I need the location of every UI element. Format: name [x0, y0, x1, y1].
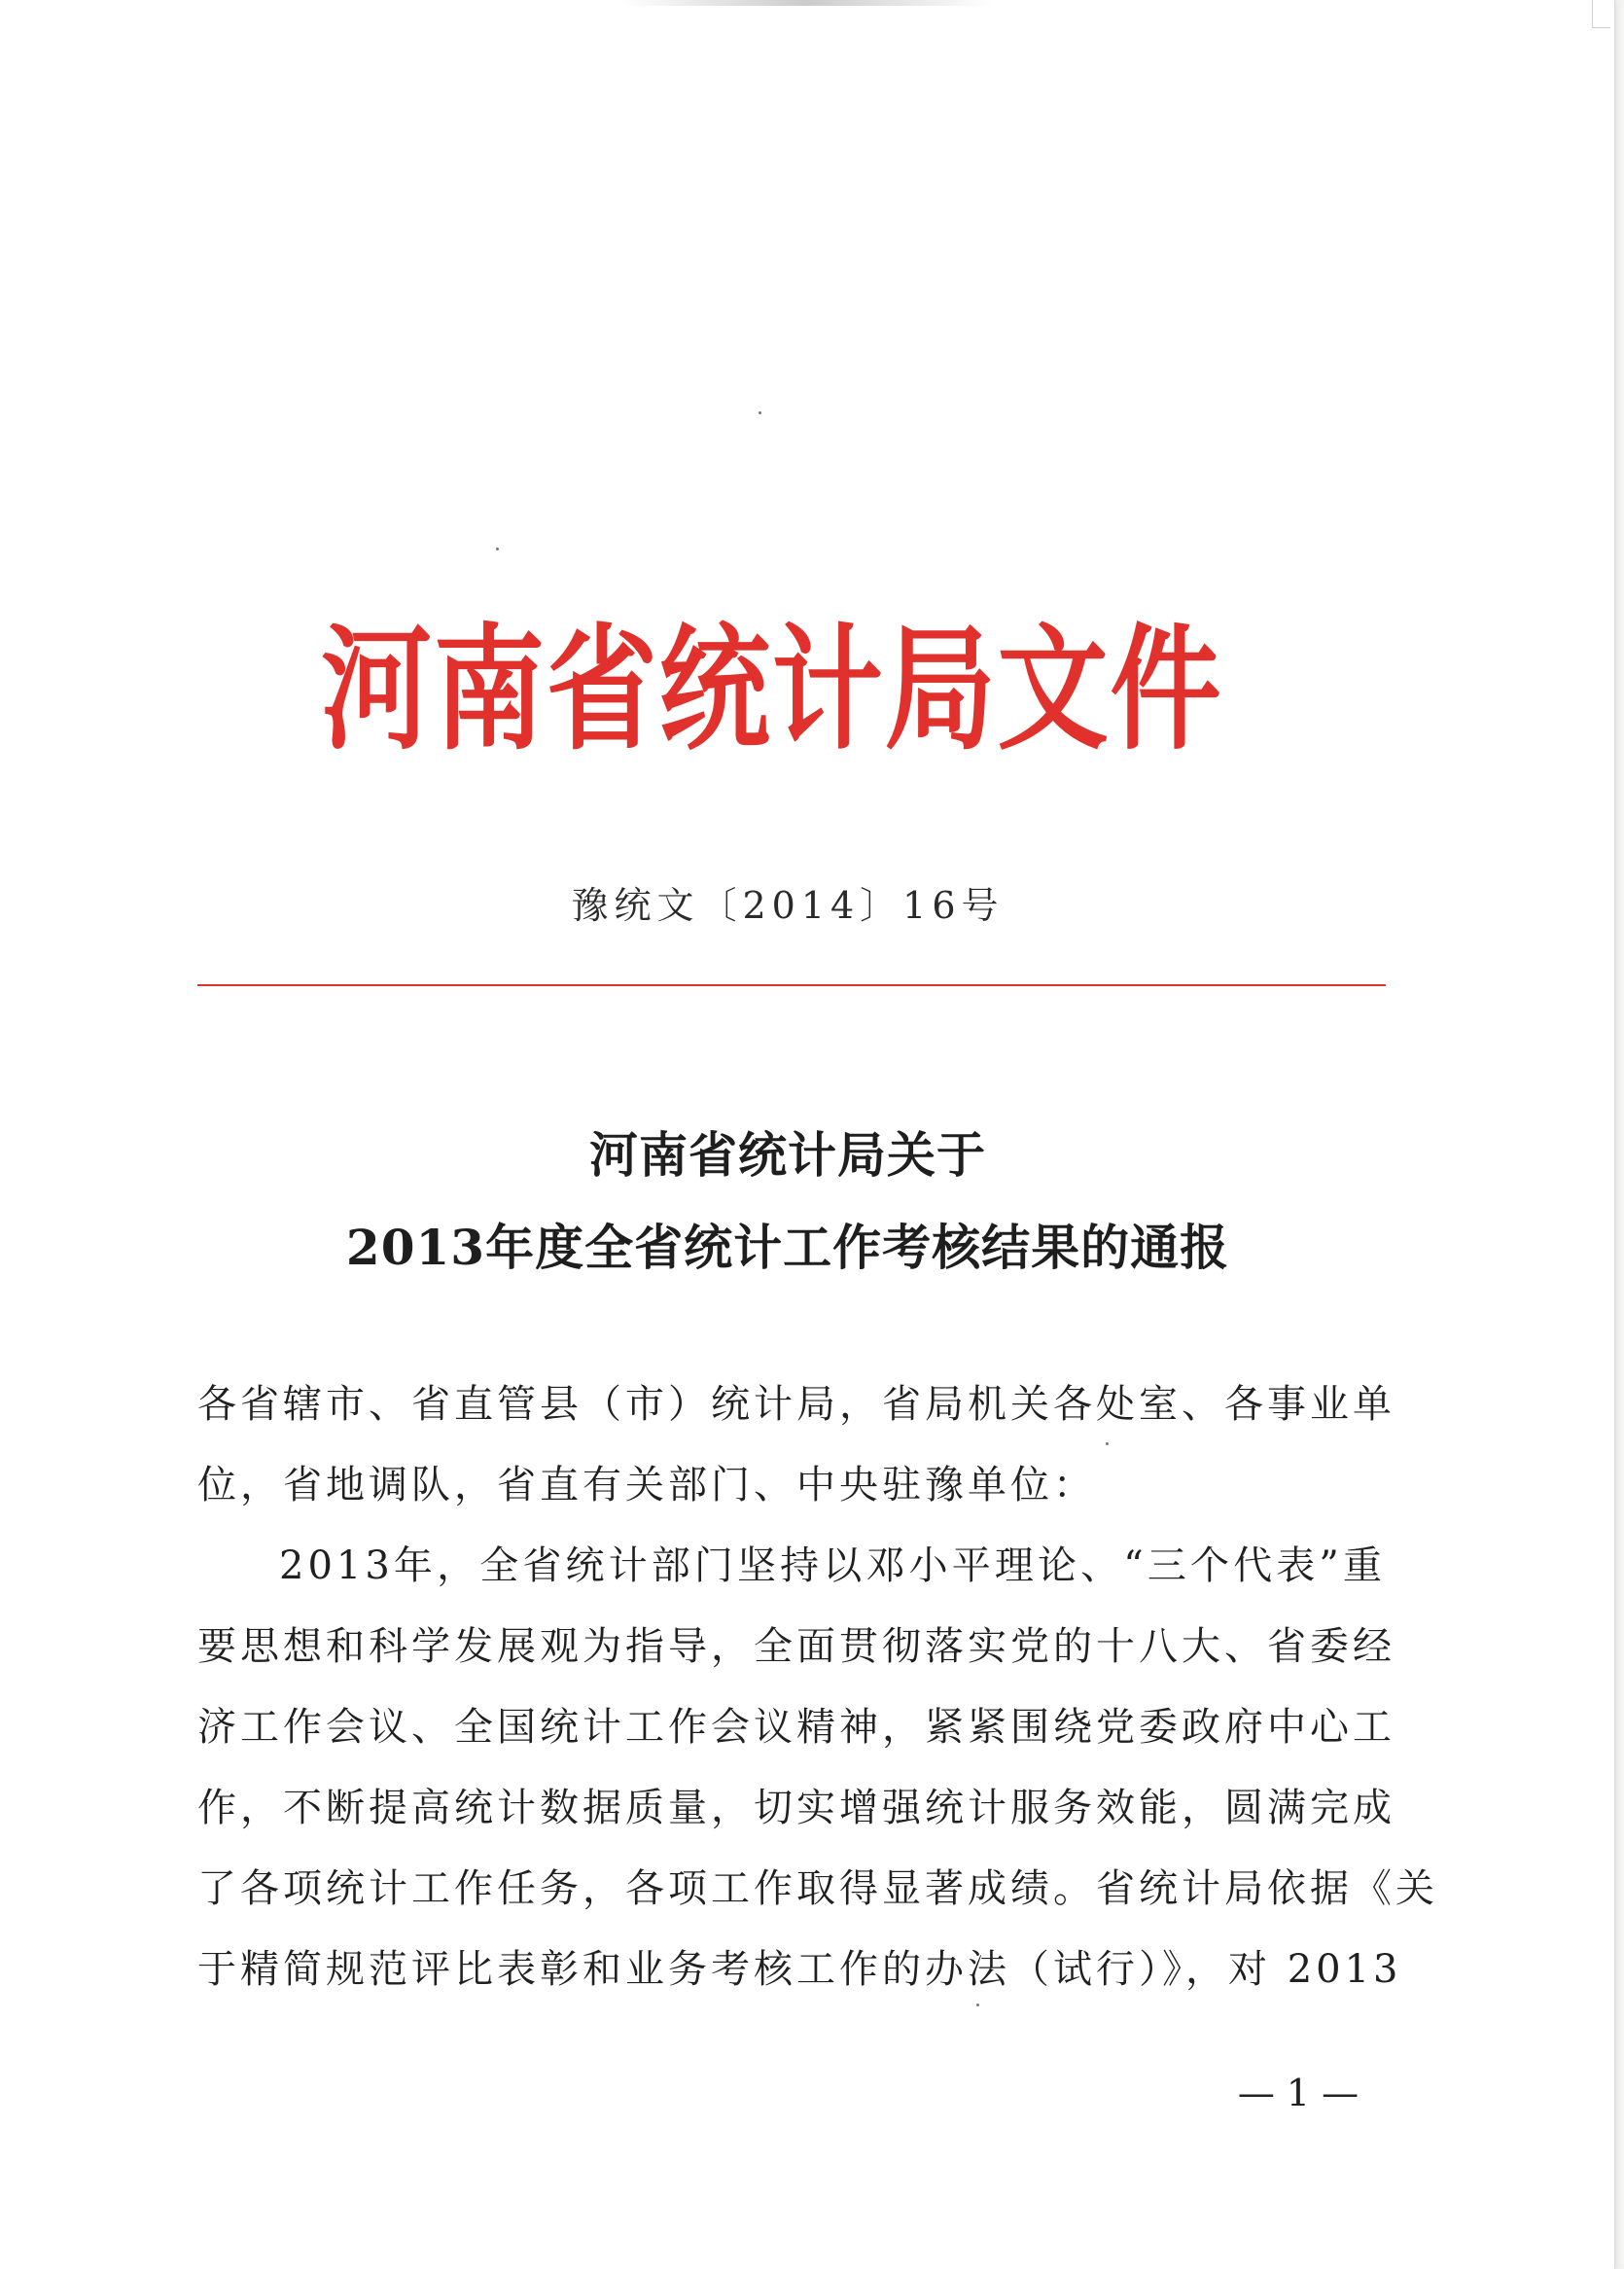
red-divider-rule — [197, 984, 1386, 986]
body-paragraph-line: 要思想和科学发展观为指导，全面贯彻落实党的十八大、省委经 — [197, 1624, 1395, 1669]
document-number: 豫统文〔2014〕16号 — [571, 884, 1005, 927]
scan-speck — [496, 548, 499, 550]
body-paragraph-line: 济工作会议、全国统计工作会议精神，紧紧围绕党委政府中心工 — [197, 1705, 1395, 1750]
masthead-title: 河南省统计局文件 — [321, 612, 1223, 769]
scan-smudge — [622, 0, 992, 6]
body-paragraph-line: 于精简规范评比表彰和业务考核工作的办法（试行）》，对 2013 — [197, 1947, 1402, 1992]
scan-speck — [1106, 1442, 1109, 1445]
recipients-line-1: 各省辖市、省直管县（市）统计局，省局机关各处室、各事业单 — [197, 1382, 1395, 1427]
body-paragraph-line: 2013年，全省统计部门坚持以邓小平理论、“三个代表”重 — [279, 1543, 1386, 1588]
page-number: — 1 — — [1237, 2072, 1359, 2114]
document-title-line-1: 河南省统计局关于 — [589, 1126, 986, 1184]
body-paragraph-line: 作，不断提高统计数据质量，切实增强统计服务效能，圆满完成 — [197, 1786, 1395, 1830]
document-title-line-2: 2013年度全省统计工作考核结果的通报 — [345, 1219, 1230, 1276]
scan-speck — [976, 2003, 979, 2006]
recipients-line-2: 位，省地调队，省直有关部门、中央驻豫单位： — [197, 1463, 1096, 1507]
body-paragraph-line: 了各项统计工作任务，各项工作取得显著成绩。省统计局依据《关 — [197, 1866, 1438, 1911]
scan-corner-mark — [1592, 0, 1610, 28]
scan-speck — [759, 411, 761, 414]
